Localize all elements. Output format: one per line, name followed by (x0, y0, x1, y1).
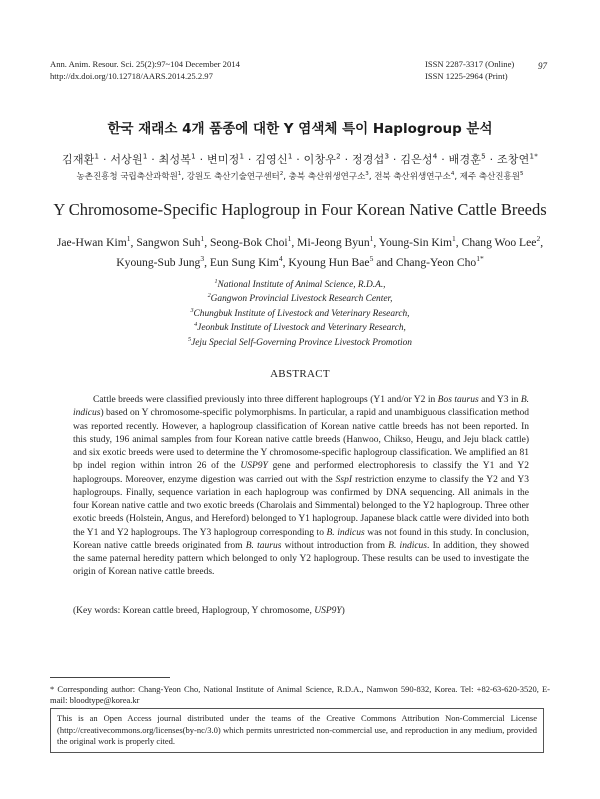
abstract-heading: ABSTRACT (270, 368, 330, 380)
author-affiliation-mark: 1* (476, 254, 484, 264)
open-access-notice (50, 708, 544, 753)
affiliation-line: $^5$Jeju Special Self-Governing Province Livestock Promotion (188, 336, 412, 348)
author-name: Jae-Hwan Kim$^1$ (56, 234, 131, 249)
keywords (73, 605, 529, 618)
italic-term: B. indicus (388, 540, 427, 551)
italic-term: Bos taurus (437, 395, 479, 405)
author-name: Seong-Bok Choi$^1$ (209, 234, 292, 249)
affiliation-line: $^4$Jeonbuk Institute of Livestock and Veterinary Research, (194, 322, 406, 334)
author-name: Kyoung Hun Bae$^5$ (288, 254, 374, 269)
author-affiliation-mark: 5 (369, 254, 374, 264)
author-name: Mi-Jeong Byun$^1$ (297, 234, 374, 249)
english-affiliations (0, 278, 600, 350)
journal-citation (50, 58, 240, 82)
italic-term: B. taurus (245, 540, 282, 551)
author-name: Chang-Yeon Cho$^{1*}$ (395, 254, 484, 269)
english-authors: Jae-Hwan Kim$^1$, Sangwon Suh$^1$, Seong-Bok Choi$^1$, Mi-Jeong Byun$^1$, Young-Sin Kim$^1$, Chang Woo Lee$^2$, Kyoung-Sub Jung$^3$, Eun Sung Kim$^4$, Kyoung Hun Bae$^5$ and Chang-Yeon Cho$^{1*}$ (56, 234, 544, 269)
italic-term: B. indicus (73, 395, 529, 419)
author-name: Kyoung-Sub Jung$^3$ (116, 254, 205, 269)
author-affiliation-mark: 1 (287, 234, 292, 244)
keywords-suffix: ) (341, 606, 345, 616)
issn-print: ISSN 1225-2964 (Print) (425, 71, 508, 81)
author-affiliation-mark: 2 (536, 234, 541, 244)
author-name: Young-Sin Kim$^1$ (378, 234, 456, 249)
korean-authors (0, 151, 600, 167)
author-affiliation-mark: 4 (278, 254, 283, 264)
abstract-body: Cattle breeds were classified previously into three different haplogroups (Y1 and/or Y2 in Bos taurus and Y3 in B. indicus) based on Y chromosome-specific polymorphisms. In particular, a rapid and unambiguous classification method was reported recently. However, a haplogroup classification of Korean native cattle breeds has not been reported. In this study, 196 animal samples from four Korean native cattle breeds (Hanwoo, Chikso, Heugu, and Jeju black cattle) and six exotic breeds were used to determine the Y chromosome-specific haplogroup classification. We amplified an 81 bp indel region within intron 26 of the USP9Y gene and performed electrophoresis to classify the Y1 and Y2 haplogroups. Moreover, enzyme digestion was carried out with the SspI restriction enzyme to classify the Y2 and Y3 haplogroups. Finally, sequence variation in each haplogroup was confirmed by DNA sequencing. All animals in the four Korean native cattle and two exotic breeds (Charolais and Simmental) belonged to the Y2 haplogroup. Three other exotic breeds (Holstein, Angus, and Hereford) belonged to Y1 haplogroup. Japanese black cattle were divided into both the Y1 and Y2 haplogroups. The Y3 haplogroup corresponding to B. indicus was not found in this study. In conclusion, Korean native cattle breeds originated from B. taurus without introduction from B. indicus. In addition, they showed the same paternal heredity pattern which belonged to only Y2 haplogroup. These results can be used to investigate the origin of Korean native cattle breeds. (73, 395, 530, 578)
korean-affiliations: 농촌진흥청 국립축산과학원$^1$, 강원도 축산기술연구센터$^2$, 충북 축산위생연구소$^3$, 전북 축산위생연구소$^4$, 제주 축산진흥원$^5$ (76, 171, 524, 182)
author-name: Eun Sung Kim$^4$ (209, 254, 283, 269)
korean-authors-text: 김재환$^1$ · 서상원$^1$ · 최성복$^1$ · 변미정$^1$ · 김영신$^1$ · 이창우$^2$ · 정경섭$^3$ · 김은성$^4$ · 배경훈$^5$ · 조창연$^{1*}$ (62, 151, 538, 166)
author-affiliation-mark: 1 (452, 234, 456, 244)
author-name: Sangwon Suh$^1$ (136, 234, 205, 249)
italic-term: B. indicus (326, 527, 365, 538)
author-name: Chang Woo Lee$^2$ (461, 234, 541, 249)
affiliation-line: $^1$National Institute of Animal Science, R.D.A., (214, 278, 386, 290)
italic-term: SspI (335, 474, 353, 485)
italic-term: USP9Y (240, 461, 268, 472)
footnote-divider (50, 677, 170, 678)
issn-online: ISSN 2287-3317 (Online) (425, 59, 515, 69)
affiliation-line: $^3$Chungbuk Institute of Livestock and Veterinary Research, (190, 307, 410, 319)
affiliation-line: $^2$Gangwon Provincial Livestock Research Center, (207, 293, 393, 305)
page-number: 97 (538, 61, 547, 71)
korean-title: 한국 재래소 4개 품종에 대한 Y 염색체 특이 Haplogroup 분석 (107, 121, 493, 137)
author-affiliation-mark: 1 (126, 234, 131, 244)
issn-block (425, 58, 514, 82)
author-affiliation-mark: 3 (200, 254, 205, 264)
keywords-gene: USP9Y (314, 606, 342, 616)
keywords-prefix: (Key words: Korean cattle breed, Haplogroup, Y chromosome, (73, 606, 315, 616)
open-access-text: This is an Open Access journal distributed under the teams of the Creative Commons Attribution Non-Commercial License (http://creativecommons.org/licenses(by-nc/3.0) which permits unrestricted non-commercial use, and reproduction in any medium, provided the original work is properly cited. (57, 713, 537, 747)
journal-line: Ann. Anim. Resour. Sci. 25(2):97~104 December 2014 (50, 59, 240, 69)
corresponding-author-footnote: * Corresponding author: Chang-Yeon Cho, National Institute of Animal Science, R.D.A., Namwon 590-832, Korea. Tel: +82-63-620-3520, E-mail: bloodtype@korea.kr (50, 684, 550, 706)
author-affiliation-mark: 1 (369, 234, 374, 244)
doi-link[interactable]: http://dx.doi.org/10.12718/AARS.2014.25.2.97 (50, 71, 213, 81)
author-affiliation-mark: 1 (200, 234, 205, 244)
english-title: Y Chromosome-Specific Haplogroup in Four Korean Native Cattle Breeds (53, 200, 547, 219)
